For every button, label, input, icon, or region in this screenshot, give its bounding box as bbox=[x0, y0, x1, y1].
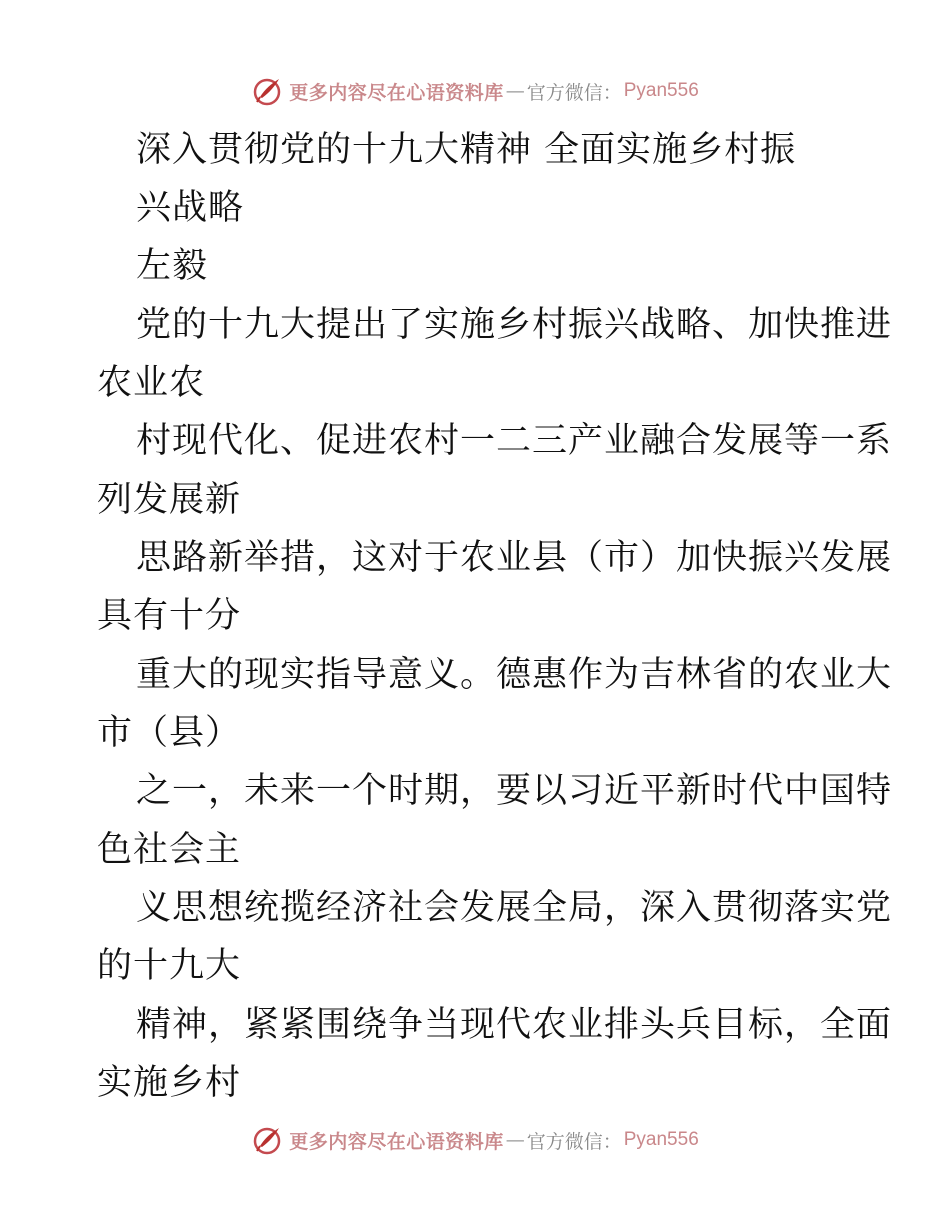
watermark-brand-text: 更多内容尽在心语资料库 bbox=[289, 1130, 504, 1153]
paragraph-line: 村现代化、促进农村一二三产业融合发展等一系 bbox=[136, 421, 893, 461]
paragraph-line: 列发展新 bbox=[97, 480, 242, 520]
paragraph-line: 义思想统揽经济社会发展全局，深入贯彻落实党 bbox=[136, 888, 893, 928]
document-author: 左毅 bbox=[136, 246, 209, 286]
paragraph-line: 思路新举措，这对于农业县（市）加快振兴发展 bbox=[136, 538, 893, 578]
paragraph-line: 具有十分 bbox=[97, 596, 242, 636]
header-watermark-banner bbox=[0, 71, 950, 111]
paragraph-line: 党的十九大提出了实施乡村振兴战略、加快推进 bbox=[136, 305, 893, 345]
paragraph-line: 实施乡村 bbox=[97, 1063, 242, 1103]
paragraph-line: 重大的现实指导意义。德惠作为吉林省的农业大 bbox=[136, 655, 893, 695]
watermark-brand-text: 更多内容尽在心语资料库 bbox=[289, 81, 504, 104]
paragraph-line: 农业农 bbox=[97, 363, 206, 403]
paragraph-line: 之一，未来一个时期，要以习近平新时代中国特 bbox=[136, 771, 893, 811]
footer-watermark-banner bbox=[0, 1120, 950, 1160]
paragraph-line: 的十九大 bbox=[97, 946, 242, 986]
watermark-separator: — bbox=[505, 80, 525, 102]
paragraph-line: 市（县） bbox=[97, 713, 242, 753]
watermark-separator: — bbox=[505, 1129, 525, 1151]
watermark-contact-label: 官方微信： bbox=[526, 1130, 622, 1153]
watermark-wechat-id: Pyan556 bbox=[623, 1129, 699, 1150]
quill-pen-logo-icon bbox=[251, 75, 283, 107]
watermark-contact-label: 官方微信： bbox=[526, 81, 622, 104]
quill-pen-logo-icon bbox=[251, 1124, 283, 1156]
paragraph-line: 精神，紧紧围绕争当现代农业排头兵目标，全面 bbox=[136, 1005, 893, 1045]
document-title-line-1: 深入贯彻党的十九大精神 全面实施乡村振 bbox=[136, 130, 797, 170]
watermark-wechat-id: Pyan556 bbox=[623, 80, 699, 101]
document-title-line-2: 兴战略 bbox=[136, 188, 245, 228]
paragraph-line: 色社会主 bbox=[97, 830, 242, 870]
